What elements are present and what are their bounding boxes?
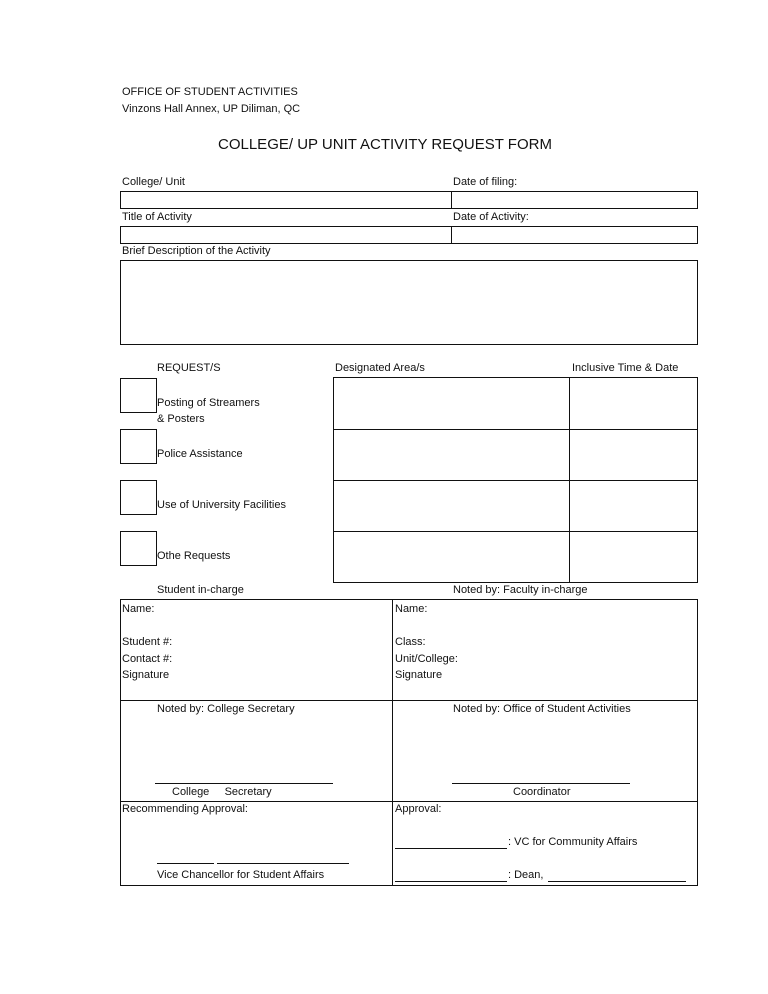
dean-signature-line[interactable]	[395, 881, 507, 882]
checkbox-other[interactable]	[120, 531, 157, 566]
time-cell-streamers[interactable]	[571, 379, 696, 428]
checkbox-streamers[interactable]	[120, 378, 157, 413]
time-date-column-header: Inclusive Time & Date	[572, 362, 679, 374]
college-secretary-signature-line[interactable]	[155, 783, 333, 784]
osa-signature-line[interactable]	[452, 783, 630, 784]
date-of-filing-label: Date of filing:	[453, 176, 518, 188]
grid-row-divider	[333, 531, 698, 532]
college-secretary-caption: College Secretary	[172, 786, 272, 798]
vc-community-signature-line[interactable]	[395, 848, 507, 849]
osa-heading: Noted by: Office of Student Activities	[453, 703, 631, 715]
college-secretary-heading: Noted by: College Secretary	[157, 703, 295, 715]
faculty-in-charge-heading: Noted by: Faculty in-charge	[453, 584, 588, 596]
signatories-row-divider	[120, 801, 698, 802]
faculty-unit-label: Unit/College:	[395, 653, 458, 665]
title-of-activity-field[interactable]	[120, 226, 452, 244]
student-contact-label: Contact #:	[122, 653, 173, 665]
form-title: COLLEGE/ UP UNIT ACTIVITY REQUEST FORM	[218, 136, 552, 153]
brief-description-field[interactable]	[120, 260, 698, 345]
area-cell-police[interactable]	[335, 431, 568, 479]
date-of-activity-label: Date of Activity:	[453, 211, 529, 223]
request-label-streamers-line2: & Posters	[157, 413, 205, 425]
checkbox-police[interactable]	[120, 429, 157, 464]
brief-description-label: Brief Description of the Activity	[122, 245, 271, 257]
osa-caption: Coordinator	[513, 786, 571, 798]
student-signature-label: Signature	[122, 669, 170, 681]
request-label-facilities: Use of University Facilities	[157, 499, 286, 511]
area-cell-facilities[interactable]	[335, 482, 568, 530]
time-cell-other[interactable]	[571, 533, 696, 581]
grid-row-divider	[333, 480, 698, 481]
approval-label: Approval:	[395, 803, 442, 815]
dean-name-line[interactable]	[548, 881, 686, 882]
vc-community-caption: : VC for Community Affairs	[508, 836, 638, 848]
student-in-charge-heading: Student in-charge	[157, 584, 244, 596]
dean-caption: : Dean,	[508, 869, 544, 881]
requests-column-header: REQUEST/S	[157, 362, 221, 374]
area-cell-streamers[interactable]	[335, 379, 568, 428]
vc-student-affairs-caption: Vice Chancellor for Student Affairs	[157, 869, 325, 881]
grid-row-divider	[333, 429, 698, 430]
college-unit-field[interactable]	[120, 191, 452, 209]
date-of-filing-field[interactable]	[451, 191, 698, 209]
vc-student-affairs-signature-line-b[interactable]	[217, 863, 349, 864]
vc-student-affairs-signature-line-a[interactable]	[157, 863, 214, 864]
designated-area-column-header: Designated Area/s	[335, 362, 425, 374]
title-of-activity-label: Title of Activity	[122, 211, 192, 223]
time-cell-facilities[interactable]	[571, 482, 696, 530]
student-name-label: Name:	[122, 603, 155, 615]
office-address: Vinzons Hall Annex, UP Diliman, QC	[122, 103, 301, 115]
faculty-class-label: Class:	[395, 636, 426, 648]
area-cell-other[interactable]	[335, 533, 568, 581]
request-label-police: Police Assistance	[157, 448, 243, 460]
recommending-approval-label: Recommending Approval:	[122, 803, 248, 815]
signatories-row-divider	[120, 700, 698, 701]
request-label-streamers: Posting of Streamers	[157, 397, 260, 409]
request-label-other: Othe Requests	[157, 550, 231, 562]
checkbox-facilities[interactable]	[120, 480, 157, 515]
faculty-signature-label: Signature	[395, 669, 443, 681]
office-name: OFFICE OF STUDENT ACTIVITIES	[122, 86, 298, 98]
time-cell-police[interactable]	[571, 431, 696, 479]
date-of-activity-field[interactable]	[451, 226, 698, 244]
college-unit-label: College/ Unit	[122, 176, 185, 188]
student-number-label: Student #:	[122, 636, 173, 648]
faculty-name-label: Name:	[395, 603, 428, 615]
signatories-column-divider	[392, 599, 393, 886]
